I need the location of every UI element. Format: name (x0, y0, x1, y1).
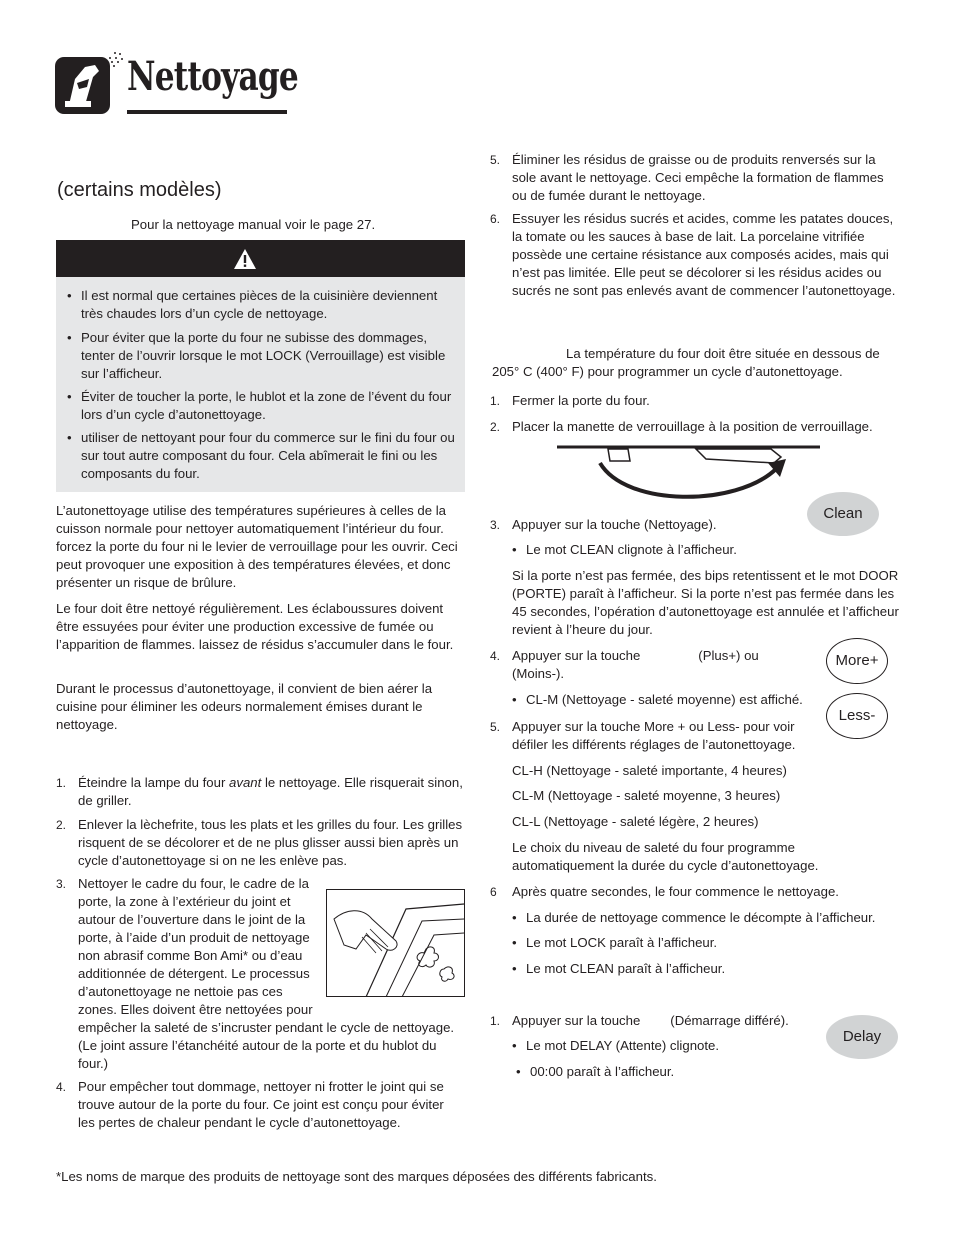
warning-bullet: • Éviter de toucher la porte, le hublot et la zone de l’évent du four lors d’un cycle d’autonettoyage. (81, 388, 456, 424)
status-bullet: • CL-M (Nettoyage - saleté moyenne) est affiché. (526, 691, 826, 709)
clean-button[interactable]: Clean (807, 492, 879, 536)
prep-step-continued: empêcher la saleté de s’incruster pendant le cycle de nettoyage. (Le joint assure l’étanchéité autour de la porte et du hublot du four.) (78, 1020, 455, 1071)
setup-step: 2. Placer la manette de verrouillage à la position de verrouillage. (490, 419, 873, 434)
spray-mist-icon (104, 50, 126, 72)
cleaning-spray-icon (55, 57, 110, 114)
prep-step: 4. Pour empêcher tout dommage, nettoyer ni frotter le joint qui se trouve autour de la porte du four. Ce joint est conçu pour éviter les pertes de chaleur pendant le cycle d’autonettoyage. (56, 1079, 444, 1130)
setup-step: 6 Après quatre secondes, le four commence le nettoyage. (490, 884, 839, 899)
title-underline (127, 110, 287, 114)
more-button[interactable]: More+ (826, 638, 888, 684)
intro-paragraph: L’autonettoyage utilise des températures supérieures à celles de la cuisson normale pour nettoyer automatiquement l’intérieur du four. forcez la porte du four ni le levier de verrouillage pour les ouvrir. Ceci peut provoquer une exposition à des températures élevées, et donc présenter un risque de brûlure. (56, 503, 458, 590)
door-open-note: Si la porte n’est pas fermée, des bips retentissent et le mot DOOR (PORTE) paraît à l’afficheur. Si la porte n’est pas fermée dans les 45 secondes, l’opération d’autonettoyage est annulée et l’afficheur revient à l’heure du jour. (512, 568, 899, 637)
page-title: Nettoyage (127, 53, 299, 100)
regular-cleaning-paragraph: Le four doit être nettoyé régulièrement. Les éclaboussures doivent être essuyées pour éviter une production excessive de fumée ou l’apparition de flammes. laissez de résidus s’accumuler dans le four. (56, 601, 454, 652)
warning-triangle-icon (233, 248, 257, 270)
prep-step: 5. Éliminer les résidus de graisse ou de produits renversés sur la sole avant le nettoyage. Ceci empêche la formation de flammes ou de fumée durant le nettoyage. (490, 152, 884, 203)
less-button[interactable]: Less- (826, 693, 888, 739)
status-bullet: • Le mot DELAY (Attente) clignote. (526, 1037, 826, 1055)
section-subtitle: (certains modèles) (57, 179, 222, 201)
warning-bullet: • Pour éviter que la porte du four ne subisse des dommages, tenter de l’ouvrir lorsque le mot LOCK (Verrouillage) est visible sur l’afficheur. (81, 329, 456, 383)
status-bullet: • Le mot CLEAN clignote à l’afficheur. (526, 541, 886, 559)
setup-step: 5. Appuyer sur la touche More + ou Less- pour voir défiler les différents réglages de l’autonettoyage. (490, 719, 796, 752)
prep-step: 1. Éteindre la lampe du four avant le nettoyage. Elle risquerait sinon, de griller. (56, 775, 463, 808)
soil-level-light: CL-L (Nettoyage - saleté légère, 2 heures) (512, 814, 759, 829)
footnote: *Les noms de marque des produits de nettoyage sont des marques déposées des différents fabricants. (56, 1169, 657, 1184)
warning-bullet: • utiliser de nettoyant pour four du commerce sur le fini du four ou sur tout autre composant du four. Cela abîmerait le fini ou les composants du four. (81, 429, 456, 483)
prep-step: 2. Enlever la lèchefrite, tous les plats et les grilles du four. Les grilles risquent de se décolorer et de ne plus glisser aussi bien après un cycle d’autonettoyage si on ne les enlève pas. (56, 817, 463, 868)
soil-level-heavy: CL-H (Nettoyage - saleté importante, 4 heures) (512, 763, 787, 778)
status-bullet: • 00:00 paraît à l’afficheur. (530, 1063, 830, 1081)
setup-step: 3. Appuyer sur la touche (Nettoyage). (490, 517, 717, 532)
soil-level-medium: CL-M (Nettoyage - saleté moyenne, 3 heures) (512, 788, 781, 803)
warning-header (56, 240, 465, 277)
manual-reference: Pour la nettoyage manual voir le page 27. (131, 217, 376, 232)
prep-step: 6. Essuyer les résidus sucrés et acides, comme les patates douces, la tomate ou les sauces à base de lait. La porcelaine vitrifiée possède une certaine résistance aux composés acides, mais qui n’est pas limitée. Elle peut se décolorer si les résidus acides ou sucrés ne sont pas enlevés avant de commencer l’autonettoyage. (490, 211, 896, 298)
lock-lever-illustration (556, 443, 821, 513)
status-bullet: • La durée de nettoyage commence le décompte à l’afficheur. (526, 909, 896, 927)
ventilation-paragraph: Durant le processus d’autonettoyage, il convient de bien aérer la cuisine pour éliminer les odeurs normalement émises durant le nettoyage. (56, 681, 433, 732)
prep-step: 3. Nettoyer le cadre du four, le cadre de la porte, la zone à l’extérieur du joint et autour de l’ouverture dans le joint de la porte, à l’aide d’un produit de nettoyage non abrasif comme Bon Ami* ou d’eau additionnée de détergent. Le processus d’autonettoyage ne nettoie pas ces zones. Elles doivent être nettoyées pour (56, 876, 313, 1017)
setup-step: 1. Fermer la porte du four. (490, 393, 650, 408)
status-bullet: • Le mot LOCK paraît à l’afficheur. (526, 934, 896, 952)
warning-bullet: • Il est normal que certaines pièces de la cuisinière deviennent très chaudes lors d’un cycle de nettoyage. (81, 287, 456, 323)
delay-button[interactable]: Delay (826, 1015, 898, 1059)
temperature-note: La température du four doit être située en dessous de 205° C (400° F) pour programmer un cycle d’autonettoyage. (492, 346, 880, 379)
setup-step: 4. Appuyer sur la touche (Plus+) ou (Moins-). (490, 648, 759, 681)
door-cleaning-illustration (326, 889, 465, 997)
status-bullet: • Le mot CLEAN paraît à l’afficheur. (526, 960, 896, 978)
delay-step: 1. Appuyer sur la touche (Démarrage différé). (490, 1013, 789, 1028)
auto-duration-note: Le choix du niveau de saleté du four programme automatiquement la durée du cycle d’autonettoyage. (512, 840, 819, 873)
